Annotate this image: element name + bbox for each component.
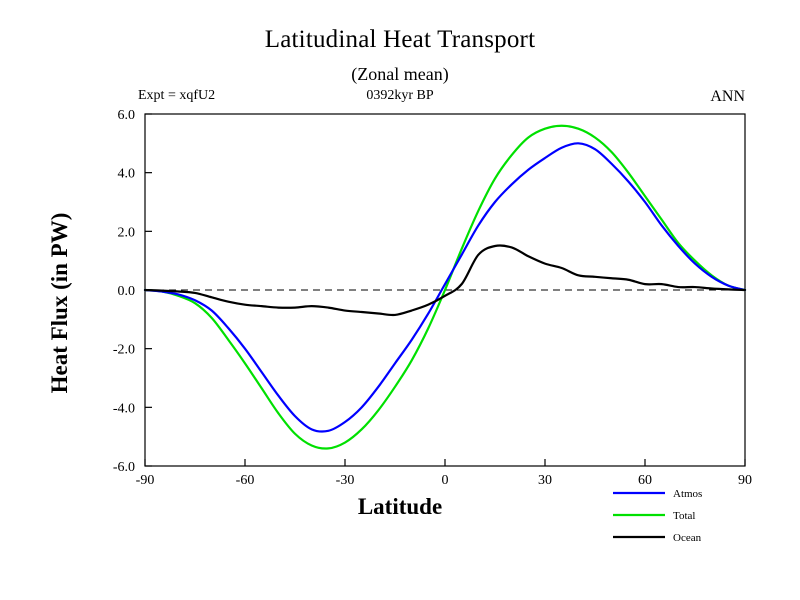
legend-label-ocean[interactable]: Ocean xyxy=(673,532,702,544)
x-tick-label: -90 xyxy=(135,473,155,488)
x-tick-label: 0 xyxy=(441,473,449,488)
y-tick-label: 2.0 xyxy=(117,225,135,241)
x-tick-label: 90 xyxy=(738,473,752,488)
x-tick-label: 30 xyxy=(538,473,552,488)
y-axis-ticks xyxy=(113,108,152,475)
y-tick-label: -2.0 xyxy=(112,342,135,358)
x-axis-ticks xyxy=(136,459,752,488)
legend xyxy=(613,488,702,544)
y-tick-label: -6.0 xyxy=(112,460,135,475)
legend-label-total[interactable]: Total xyxy=(673,510,696,522)
x-tick-label: 60 xyxy=(638,473,652,488)
page-title: Latitudinal Heat Transport xyxy=(264,26,536,53)
run-label: 0392kyr BP xyxy=(366,88,434,103)
season-label: ANN xyxy=(710,88,745,105)
y-tick-label: 6.0 xyxy=(117,108,135,123)
x-axis-title: Latitude xyxy=(357,494,443,519)
experiment-label: Expt = xqfU2 xyxy=(138,88,216,103)
x-tick-label: -60 xyxy=(235,473,255,488)
y-tick-label: 0.0 xyxy=(117,284,135,299)
x-tick-label: -30 xyxy=(335,473,355,488)
y-axis-title: Heat Flux (in PW) xyxy=(47,212,72,394)
legend-label-atmos[interactable]: Atmos xyxy=(673,488,703,500)
y-tick-label: 4.0 xyxy=(117,166,135,182)
data-series-group xyxy=(145,126,745,449)
y-tick-label: -4.0 xyxy=(112,401,135,417)
chart-subtitle: (Zonal mean) xyxy=(351,64,449,84)
series-line-total xyxy=(145,126,745,449)
series-line-ocean xyxy=(145,245,745,315)
